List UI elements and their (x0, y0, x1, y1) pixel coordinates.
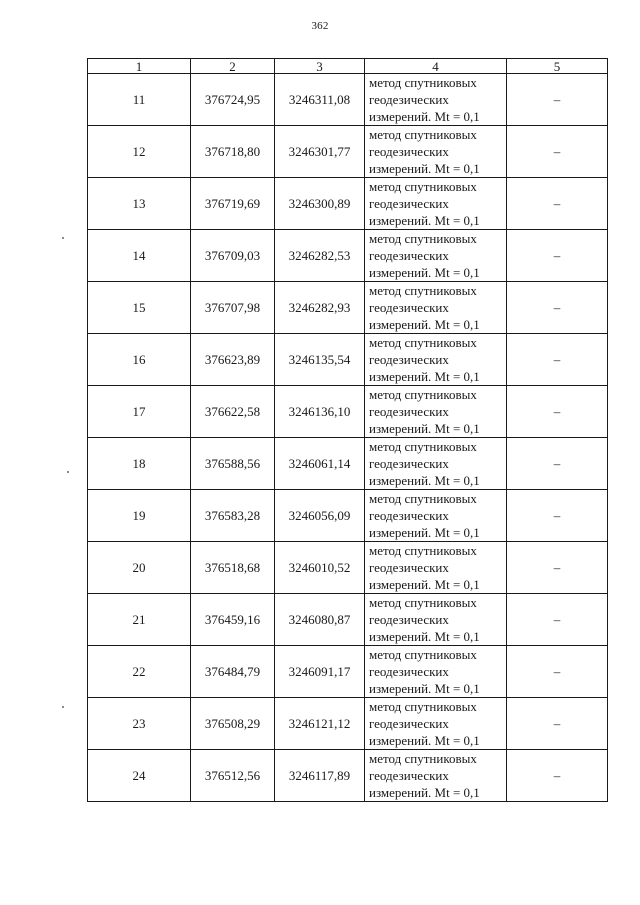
table-row (88, 698, 608, 750)
method-line-2: геодезических (369, 404, 449, 419)
point-number: 14 (88, 230, 191, 282)
header-col-1: 1 (88, 59, 191, 74)
method-line-2: геодезических (369, 300, 449, 315)
method-cell (365, 646, 507, 698)
description-cell: – (507, 490, 608, 542)
method-line-3: измерений. Mt = 0,1 (369, 109, 480, 124)
coordinate-y: 3246061,14 (275, 438, 365, 490)
method-cell (365, 126, 507, 178)
point-number: 24 (88, 750, 191, 802)
point-number: 20 (88, 542, 191, 594)
description-cell: – (507, 750, 608, 802)
method-line-3: измерений. Mt = 0,1 (369, 421, 480, 436)
method-cell (365, 750, 507, 802)
point-number: 22 (88, 646, 191, 698)
method-line-2: геодезических (369, 456, 449, 471)
method-line-3: измерений. Mt = 0,1 (369, 785, 480, 800)
method-line-1: метод спутниковых (369, 335, 477, 350)
coordinate-x: 376623,89 (191, 334, 275, 386)
coordinate-x: 376622,58 (191, 386, 275, 438)
method-line-1: метод спутниковых (369, 75, 477, 90)
method-line-2: геодезических (369, 248, 449, 263)
description-cell: – (507, 74, 608, 126)
method-cell (365, 386, 507, 438)
coordinate-x: 376512,56 (191, 750, 275, 802)
method-line-3: измерений. Mt = 0,1 (369, 369, 480, 384)
description-cell: – (507, 334, 608, 386)
description-cell: – (507, 230, 608, 282)
scan-speck (62, 237, 64, 239)
coordinate-x: 376508,29 (191, 698, 275, 750)
table-row (88, 386, 608, 438)
scan-speck (62, 706, 64, 708)
table-row (88, 282, 608, 334)
method-line-1: метод спутниковых (369, 179, 477, 194)
coordinate-y: 3246056,09 (275, 490, 365, 542)
coordinate-x: 376588,56 (191, 438, 275, 490)
coordinates-table-container (87, 58, 608, 802)
method-line-3: измерений. Mt = 0,1 (369, 473, 480, 488)
table-row (88, 178, 608, 230)
point-number: 18 (88, 438, 191, 490)
method-line-3: измерений. Mt = 0,1 (369, 213, 480, 228)
method-line-3: измерений. Mt = 0,1 (369, 733, 480, 748)
method-line-2: геодезических (369, 144, 449, 159)
coordinate-y: 3246010,52 (275, 542, 365, 594)
point-number: 13 (88, 178, 191, 230)
description-cell: – (507, 438, 608, 490)
scan-speck (67, 471, 69, 473)
page-number: 362 (311, 20, 329, 32)
method-cell (365, 282, 507, 334)
method-line-2: геодезических (369, 352, 449, 367)
method-line-1: метод спутниковых (369, 127, 477, 142)
description-cell: – (507, 542, 608, 594)
table-body (88, 74, 608, 802)
method-line-1: метод спутниковых (369, 439, 477, 454)
method-line-3: измерений. Mt = 0,1 (369, 161, 480, 176)
point-number: 17 (88, 386, 191, 438)
method-line-1: метод спутниковых (369, 491, 477, 506)
point-number: 19 (88, 490, 191, 542)
header-col-2: 2 (191, 59, 275, 74)
description-cell: – (507, 646, 608, 698)
coordinate-y: 3246091,17 (275, 646, 365, 698)
table-row (88, 594, 608, 646)
coordinate-x: 376583,28 (191, 490, 275, 542)
table-row (88, 438, 608, 490)
coordinate-x: 376707,98 (191, 282, 275, 334)
header-col-4: 4 (365, 59, 507, 74)
coordinate-y: 3246311,08 (275, 74, 365, 126)
method-line-2: геодезических (369, 768, 449, 783)
coordinate-x: 376719,69 (191, 178, 275, 230)
coordinate-x: 376724,95 (191, 74, 275, 126)
method-line-2: геодезических (369, 560, 449, 575)
header-row (88, 59, 608, 74)
method-line-1: метод спутниковых (369, 595, 477, 610)
method-line-3: измерений. Mt = 0,1 (369, 317, 480, 332)
table-row (88, 334, 608, 386)
method-line-3: измерений. Mt = 0,1 (369, 525, 480, 540)
method-line-1: метод спутниковых (369, 751, 477, 766)
header-col-5: 5 (507, 59, 608, 74)
method-line-3: измерений. Mt = 0,1 (369, 681, 480, 696)
method-line-3: измерений. Mt = 0,1 (369, 577, 480, 592)
method-line-1: метод спутниковых (369, 699, 477, 714)
coordinates-table (87, 58, 608, 802)
method-line-1: метод спутниковых (369, 543, 477, 558)
method-cell (365, 594, 507, 646)
method-line-2: геодезических (369, 508, 449, 523)
coordinate-y: 3246282,93 (275, 282, 365, 334)
method-line-1: метод спутниковых (369, 283, 477, 298)
method-line-1: метод спутниковых (369, 647, 477, 662)
point-number: 11 (88, 74, 191, 126)
method-line-2: геодезических (369, 196, 449, 211)
table-row (88, 126, 608, 178)
method-line-2: геодезических (369, 612, 449, 627)
method-cell (365, 230, 507, 282)
table-row (88, 230, 608, 282)
coordinate-y: 3246301,77 (275, 126, 365, 178)
table-row (88, 646, 608, 698)
method-line-2: геодезических (369, 664, 449, 679)
coordinate-y: 3246136,10 (275, 386, 365, 438)
coordinate-y: 3246300,89 (275, 178, 365, 230)
method-line-2: геодезических (369, 92, 449, 107)
method-cell (365, 178, 507, 230)
coordinate-y: 3246080,87 (275, 594, 365, 646)
table-header (88, 59, 608, 74)
description-cell: – (507, 386, 608, 438)
method-cell (365, 698, 507, 750)
method-cell (365, 334, 507, 386)
table-row (88, 490, 608, 542)
coordinate-y: 3246282,53 (275, 230, 365, 282)
method-line-3: измерений. Mt = 0,1 (369, 629, 480, 644)
description-cell: – (507, 178, 608, 230)
method-cell (365, 438, 507, 490)
method-line-1: метод спутниковых (369, 231, 477, 246)
method-cell (365, 490, 507, 542)
coordinate-y: 3246121,12 (275, 698, 365, 750)
description-cell: – (507, 698, 608, 750)
description-cell: – (507, 126, 608, 178)
description-cell: – (507, 282, 608, 334)
coordinate-x: 376484,79 (191, 646, 275, 698)
table-row (88, 74, 608, 126)
coordinate-y: 3246117,89 (275, 750, 365, 802)
coordinate-x: 376709,03 (191, 230, 275, 282)
point-number: 12 (88, 126, 191, 178)
method-cell (365, 542, 507, 594)
coordinate-x: 376718,80 (191, 126, 275, 178)
method-cell (365, 74, 507, 126)
table-row (88, 542, 608, 594)
coordinate-x: 376518,68 (191, 542, 275, 594)
point-number: 21 (88, 594, 191, 646)
method-line-1: метод спутниковых (369, 387, 477, 402)
method-line-2: геодезических (369, 716, 449, 731)
description-cell: – (507, 594, 608, 646)
point-number: 15 (88, 282, 191, 334)
table-row (88, 750, 608, 802)
coordinate-y: 3246135,54 (275, 334, 365, 386)
method-line-3: измерений. Mt = 0,1 (369, 265, 480, 280)
point-number: 16 (88, 334, 191, 386)
point-number: 23 (88, 698, 191, 750)
coordinate-x: 376459,16 (191, 594, 275, 646)
header-col-3: 3 (275, 59, 365, 74)
